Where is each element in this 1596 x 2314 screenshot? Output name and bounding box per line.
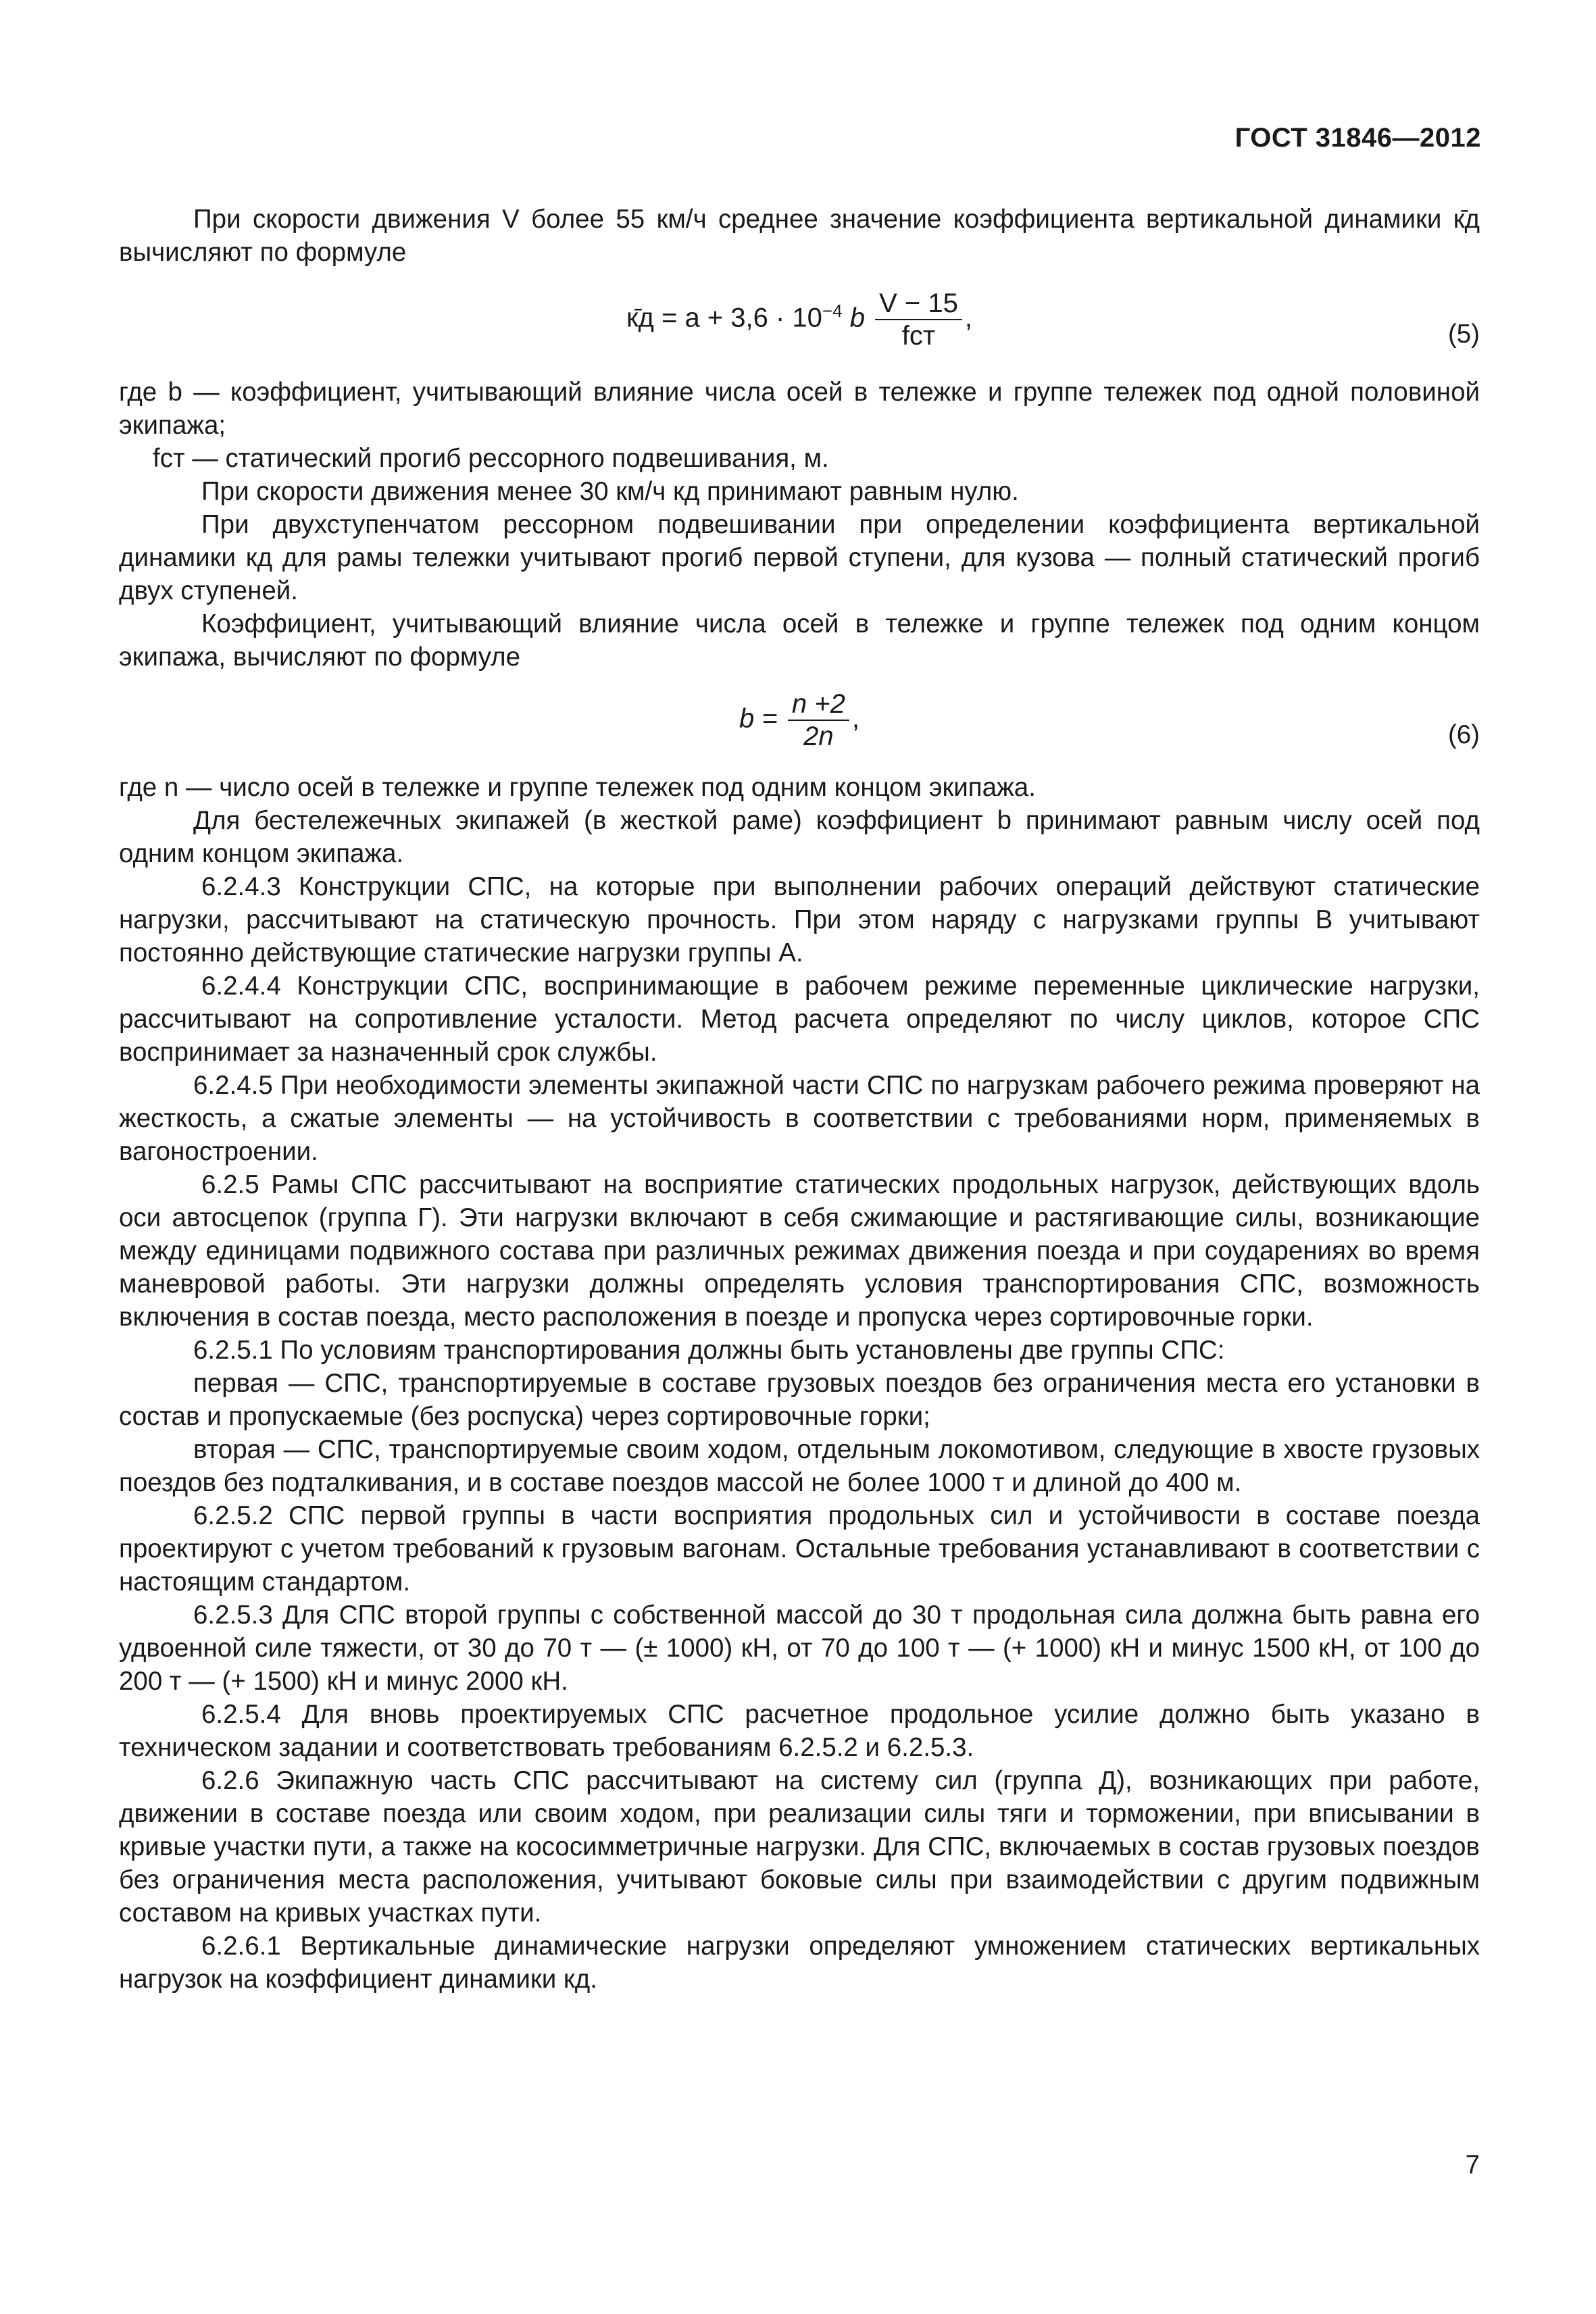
document-body [119,203,1480,1996]
page-number: 7 [1465,2150,1480,2180]
paragraph: 6.2.6.1 Вертикальные динамические нагрузки определяют умножением статических вертикальных нагрузок на коэффициент динамики кд. [119,1932,1480,1994]
formula-6-number: (6) [1447,720,1480,749]
paragraph: 6.2.4.3 Конструкции СПС, на которые при выполнении рабочих операций действуют статические нагрузки, рассчитывают на статическую прочность. При этом наряду с нагрузками группы В учитывают постоянно действующие статические нагрузки группы А. [119,872,1480,967]
formula-5-b: b [849,303,865,333]
paragraph: Для бестележечных экипажей (в жесткой раме) коэффициент b принимают равным числу осей под одним концом экипажа. [119,806,1480,868]
paragraph: При двухступенчатом рессорном подвешивании при определении коэффициента вертикальной динамики кд для рамы тележки учитывают прогиб первой ступени, для кузова — полный статический прогиб двух ступеней. [119,510,1480,605]
paragraph: 6.2.5 Рамы СПС рассчитывают на восприятие статических продольных нагрузок, действующих вдоль оси автосцепок (группа Г). Эти нагрузки включают в себя сжимающие и растягивающие силы, возникающие между единицами подвижного состава при различных режимах движения поезда и при соударениях во время маневровой работы. Эти нагрузки должны определять условия транспортирования СПС, возможность включения в состав поезда, место расположения в поезде и пропуска через сортировочные горки. [119,1170,1480,1332]
paragraph: Коэффициент, учитывающий влияние числа осей в тележке и группе тележек под одним концом экипажа, вычисляют по формуле [119,609,1480,672]
paragraph: первая — СПС, транспортируемые в составе грузовых поездов без ограничения места его установки в состав и пропускаемые (без роспуска) через сортировочные горки; [119,1369,1480,1431]
formula-6-lhs: b = [739,703,778,734]
paragraph: При скорости движения V более 55 км/ч среднее значение коэффициента вертикальной динамики к̄д вычисляют по формуле [119,205,1480,267]
paragraph: При скорости движения менее 30 км/ч кд принимают равным нулю. [201,477,1019,506]
formula-6-numerator: n +2 [788,688,849,721]
paragraph: 6.2.5.2 СПС первой группы в части восприятия продольных сил и устойчивости в составе поезда проектируют с учетом требований к грузовым вагонам. Остальные требования устанавливают в соответствии с настоящим стандартом. [119,1501,1480,1596]
formula-5-fraction [875,288,962,351]
paragraph: 6.2.4.5 При необходимости элементы экипажной части СПС по нагрузкам рабочего режима проверяют на жесткость, а сжатые элементы — на устойчивость в соответствии с требованиями норм, применяемых в вагоностроении. [119,1071,1480,1166]
formula-5-exponent: −4 [822,301,843,322]
formula-5-lhs: к̄д = a + 3,6 · 10 [626,303,822,333]
standard-header: ГОСТ 31846—2012 [1235,123,1481,153]
formula-5 [119,288,1480,376]
formula-6-expression [119,688,1480,752]
paragraph: 6.2.5.3 Для СПС второй группы с собственной массой до 30 т продольная сила должна быть равна его удвоенной силе тяжести, от 30 до 70 т — (± 1000) кН, от 70 до 100 т — (+ 1000) кН и минус 1500 кН, от 100 до 200 т — (+ 1500) кН и минус 2000 кН. [119,1601,1480,1696]
paragraph: fст — статический прогиб рессорного подвешивания, м. [153,444,829,473]
formula-5-numerator: V − 15 [875,288,962,320]
formula-5-expression [119,288,1480,351]
paragraph: 6.2.5.4 Для вновь проектируемых СПС расчетное продольное усилие должно быть указано в техническом задании и соответствовать требованиям 6.2.5.2 и 6.2.5.3. [119,1700,1480,1762]
paragraph: 6.2.6 Экипажную часть СПС рассчитывают на систему сил (группа Д), возникающих при работе, движении в составе поезда или своим ходом, при реализации силы тяги и торможении, при вписывании в кривые участки пути, а также на кососимметричные нагрузки. Для СПС, включаемых в состав грузовых поездов без ограничения места расположения, учитывают боковые силы при взаимодействии с другим подвижным составом на кривых участках пути. [119,1766,1480,1928]
formula-6 [119,688,1480,771]
formula-5-denominator: fст [901,321,936,351]
formula-6-denominator: 2n [803,722,834,751]
paragraph: 6.2.4.4 Конструкции СПС, воспринимающие в рабочем режиме переменные циклические нагрузки, рассчитывают на сопротивление усталости. Метод расчета определяют по числу циклов, которое СПС воспринимает за назначенный срок службы. [119,972,1480,1067]
formula-5-number: (5) [1447,320,1480,349]
formula-6-tail: , [851,703,859,734]
paragraph: где b — коэффициент, учитывающий влияние числа осей в тележке и группе тележек под одной половиной экипажа; [119,378,1480,440]
paragraph: где n — число осей в тележке и группе тележек под одним концом экипажа. [119,773,1036,802]
formula-5-tail: , [964,303,972,333]
paragraph: 6.2.5.1 По условиям транспортирования должны быть установлены две группы СПС: [193,1336,1225,1365]
paragraph: вторая — СПС, транспортируемые своим ходом, отдельным локомотивом, следующие в хвосте грузовых поездов без подталкивания, и в составе поездов массой не более 1000 т и длиной до 400 м. [119,1435,1480,1497]
formula-6-fraction [788,688,849,752]
